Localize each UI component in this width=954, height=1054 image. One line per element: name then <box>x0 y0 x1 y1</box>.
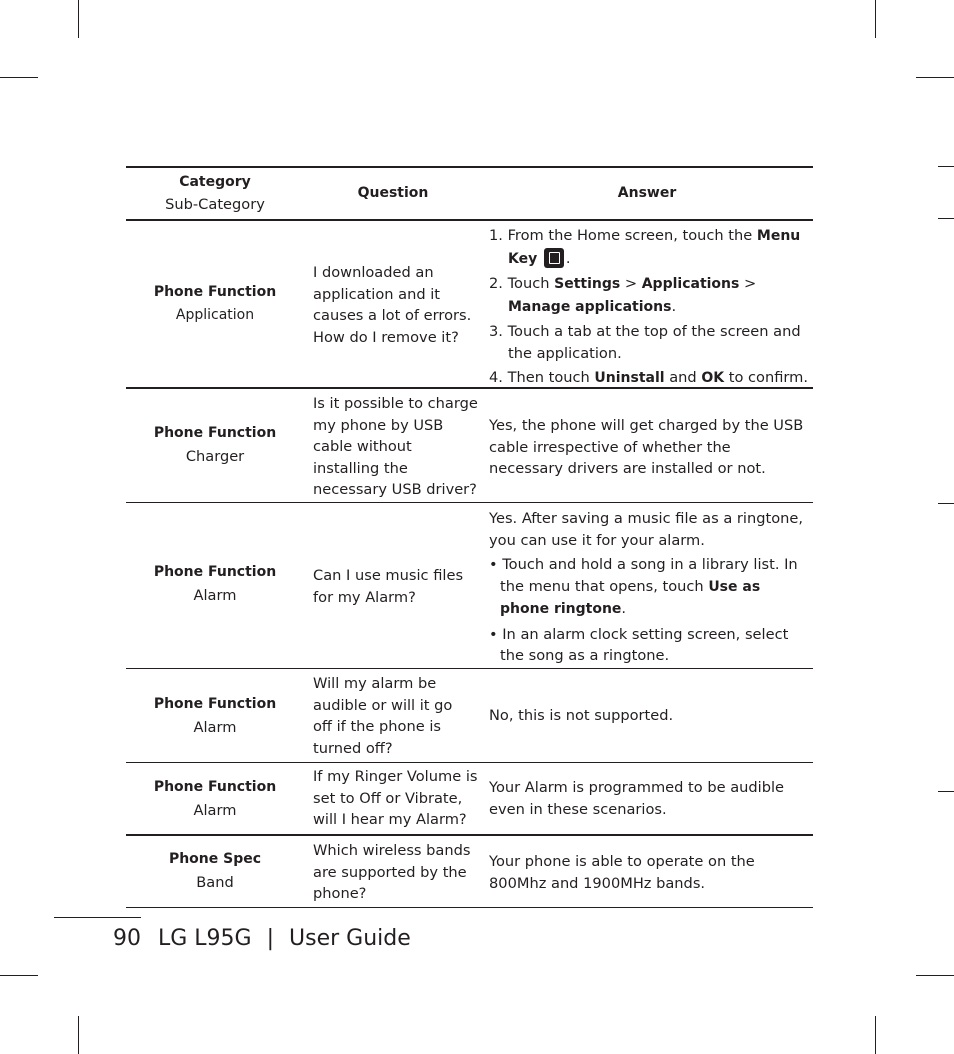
registration-mark <box>938 218 954 219</box>
table-bottom-rule <box>126 907 813 908</box>
bullet-text: Touch and hold a song in a library list. In the menu that opens, touch <box>500 556 798 595</box>
answer-step <box>489 273 809 318</box>
table-row <box>126 221 813 387</box>
step-text: . <box>671 297 677 315</box>
registration-mark <box>938 791 954 792</box>
bullet-text: . <box>621 600 627 617</box>
row-category <box>126 562 304 608</box>
header-question: Question <box>357 185 429 201</box>
guide-title: User Guide <box>289 926 411 951</box>
row-answer: Yes, the phone will get charged by the USB cable irrespective of whether the necessary drivers are installed or not. <box>489 417 804 477</box>
bullet-text: In an alarm clock setting screen, select the song as a ringtone. <box>500 625 789 664</box>
category-label: Phone Spec <box>168 851 262 867</box>
subcategory-label: Alarm <box>193 719 237 736</box>
row-question: Can I use music files for my Alarm? <box>313 567 464 606</box>
registration-mark <box>938 503 954 504</box>
step-text: > <box>620 275 642 292</box>
footer-rule <box>54 917 141 918</box>
page-number: 90 <box>113 926 141 951</box>
step-emphasis: Settings <box>554 276 621 292</box>
header-category <box>126 172 304 217</box>
table-row <box>126 836 813 907</box>
category-label: Phone Function <box>153 425 277 441</box>
step-number: 1. <box>489 227 503 244</box>
step-emphasis: Uninstall <box>594 370 665 386</box>
registration-mark <box>938 166 954 167</box>
step-number: 2. <box>489 275 503 292</box>
crop-mark <box>0 975 38 976</box>
table-row <box>126 669 813 762</box>
step-text: From the Home screen, touch the <box>507 227 757 244</box>
answer-step <box>489 225 809 270</box>
menu-key-icon <box>544 248 564 268</box>
crop-mark <box>916 975 954 976</box>
step-text: to confirm. <box>724 369 808 386</box>
answer-step <box>489 321 809 364</box>
page-footer <box>113 924 411 954</box>
step-text: Touch a tab at the top of the screen and the application. <box>507 323 801 362</box>
row-category <box>126 282 304 328</box>
crop-mark <box>875 1016 876 1054</box>
row-category <box>126 777 304 823</box>
answer-intro: Yes. After saving a music file as a ringtone, you can use it for your alarm. <box>489 510 803 549</box>
answer-bullet: • Touch and hold a song in a library list. In the menu that opens, touch Use as phone ringtone. <box>489 556 798 617</box>
row-category <box>126 694 304 740</box>
step-number: 4. <box>489 369 503 386</box>
crop-mark <box>916 77 954 78</box>
product-name: LG L95G <box>158 926 252 951</box>
step-emphasis: Manage applications <box>508 298 672 315</box>
subcategory-label: Alarm <box>193 802 237 819</box>
row-question: Will my alarm be audible or will it go off if the phone is turned off? <box>313 675 453 757</box>
row-answer: Your Alarm is programmed to be audible even in these scenarios. <box>489 779 785 818</box>
row-question: Is it possible to charge my phone by USB cable without installing the necessary USB driver? <box>313 395 478 498</box>
row-answer: No, this is not supported. <box>489 707 674 724</box>
subcategory-label: Alarm <box>193 587 237 604</box>
subcategory-label: Application <box>175 307 255 323</box>
header-category-label: Category <box>179 174 251 190</box>
crop-mark <box>78 1016 79 1054</box>
step-text: and <box>664 369 702 386</box>
bullet-emphasis: Use as phone ringtone <box>500 578 761 617</box>
row-category <box>126 849 304 895</box>
step-text: Then touch <box>507 369 595 386</box>
step-text: . <box>565 249 571 267</box>
row-question: Which wireless bands are supported by the phone? <box>313 842 471 902</box>
row-answer <box>489 225 809 393</box>
table-row <box>126 763 813 834</box>
crop-mark <box>875 0 876 38</box>
row-category <box>126 423 304 469</box>
step-text: > <box>739 275 757 292</box>
row-question: If my Ringer Volume is set to Off or Vibrate, will I hear my Alarm? <box>313 768 478 828</box>
table-row <box>126 389 813 502</box>
footer-separator: | <box>266 926 275 951</box>
step-emphasis: Menu Key <box>508 228 801 267</box>
step-number: 3. <box>489 323 503 340</box>
row-question: I downloaded an application and it causes a lot of errors. How do I remove it? <box>313 264 472 346</box>
step-emphasis: Applications <box>641 276 740 292</box>
category-label: Phone Function <box>153 779 277 795</box>
subcategory-label: Charger <box>185 448 245 465</box>
step-text: Touch <box>507 275 555 292</box>
category-label: Phone Function <box>153 696 277 712</box>
crop-mark <box>0 77 38 78</box>
category-label: Phone Function <box>153 564 277 580</box>
header-subcategory-label: Sub-Category <box>165 196 265 213</box>
crop-mark <box>78 0 79 38</box>
subcategory-label: Band <box>196 874 234 891</box>
table-top-rule <box>126 166 813 168</box>
row-answer <box>489 508 809 667</box>
row-answer: Your phone is able to operate on the 800Mhz and 1900MHz bands. <box>489 853 755 892</box>
table-row <box>126 503 813 668</box>
header-answer: Answer <box>617 185 677 201</box>
answer-bullet: • In an alarm clock setting screen, select the song as a ringtone. <box>489 625 789 664</box>
step-emphasis: OK <box>701 370 725 386</box>
category-label: Phone Function <box>153 284 277 300</box>
